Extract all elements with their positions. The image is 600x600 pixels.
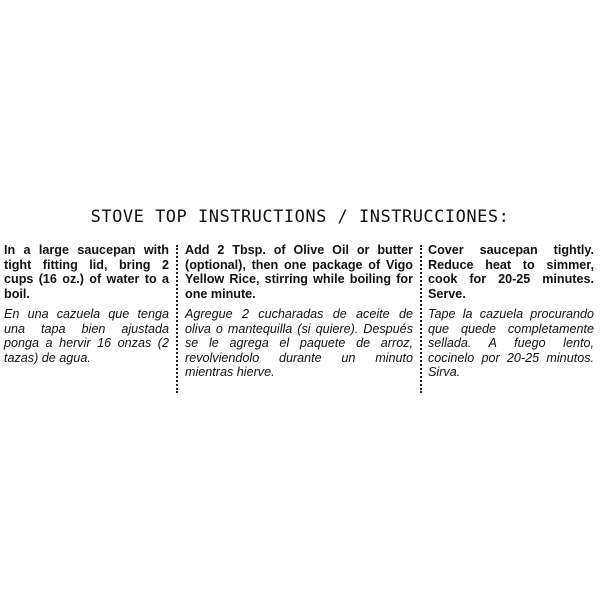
step-1-spanish: En una cazuela que tenga una tapa bien ajustada ponga a hervir 16 onzas (2 tazas) de agua. xyxy=(4,307,169,365)
instruction-columns xyxy=(0,243,600,395)
step-2-english: Add 2 Tbsp. of Olive Oil or butter (optional), then one package of Vigo Yellow Rice, stirring while boiling for one minute. xyxy=(185,243,413,301)
step-1-english: In a large saucepan with tight fitting lid, bring 2 cups (16 oz.) of water to a boil. xyxy=(4,243,169,301)
column-divider xyxy=(420,245,422,393)
step-2 xyxy=(185,243,413,395)
step-2-spanish: Agregue 2 cucharadas de aceite de oliva o mantequilla (si quiere). Después se le agrega el paquete de arroz, revolviendolo durante un minuto mientras hierve. xyxy=(185,307,413,379)
instructions-title: STOVE TOP INSTRUCTIONS / INSTRUCCIONES: xyxy=(90,207,510,227)
step-3 xyxy=(428,243,594,395)
step-1 xyxy=(4,243,169,395)
step-3-english: Cover saucepan tightly. Reduce heat to simmer, cook for 20-25 minutes. Serve. xyxy=(428,243,594,301)
column-divider xyxy=(176,245,178,393)
step-3-spanish: Tape la cazuela procurando que quede completamente sellada. A fuego lento, cocinelo por 20-25 minutos. Sirva. xyxy=(428,307,594,379)
